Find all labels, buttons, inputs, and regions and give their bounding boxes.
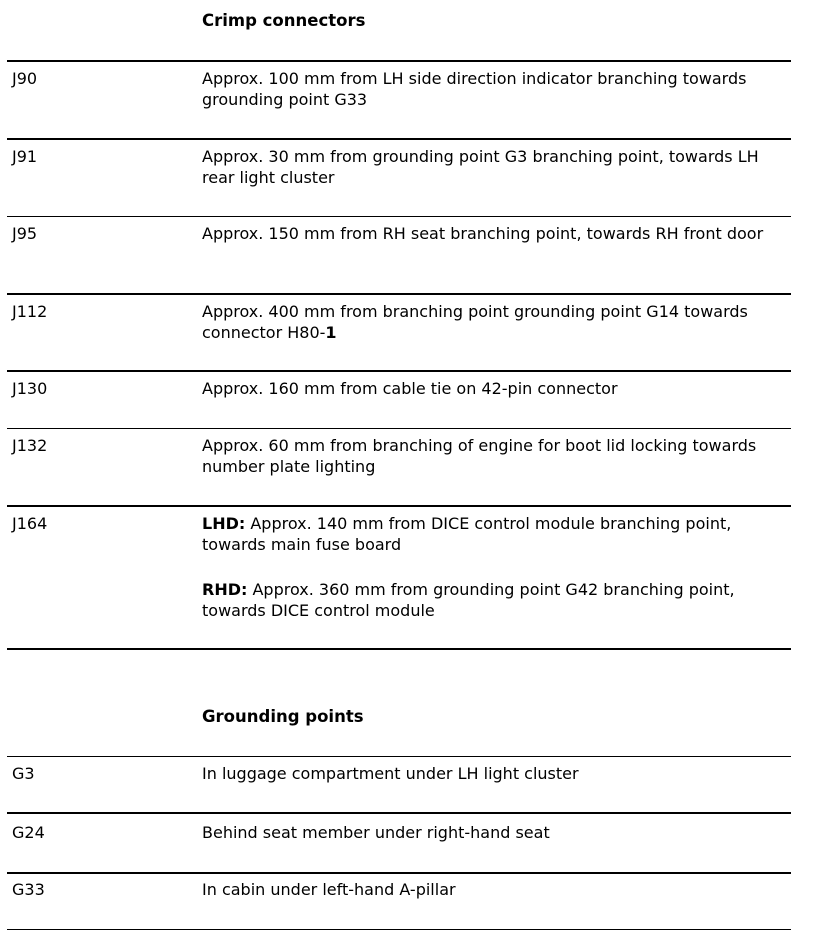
crimp-connectors-heading: Crimp connectors: [202, 11, 366, 30]
table-rule: [7, 872, 791, 874]
connector-code: J91: [12, 147, 38, 166]
rhd-paragraph: [202, 579, 792, 621]
location-text-bold: 1: [325, 323, 337, 342]
table-rule: [7, 60, 791, 62]
connector-code: J112: [12, 302, 48, 321]
table-rule: [7, 138, 791, 140]
lhd-text: Approx. 140 mm from DICE control module branching point, towards main fuse board: [202, 514, 732, 554]
table-rule: [7, 505, 791, 507]
connector-code: J132: [12, 436, 48, 455]
table-rule: [7, 756, 791, 757]
rhd-label: RHD:: [202, 580, 248, 599]
connector-location: [202, 513, 792, 621]
connector-location: Approx. 100 mm from LH side direction indicator branching towards grounding point G33: [202, 69, 747, 109]
connector-code: J95: [12, 224, 38, 243]
grounding-code: G33: [12, 880, 45, 899]
location-text: Approx. 400 mm from branching point grounding point G14 towards connector H80-: [202, 302, 748, 342]
grounding-points-heading: Grounding points: [202, 707, 364, 726]
lhd-label: LHD:: [202, 514, 246, 533]
connector-code: J90: [12, 69, 38, 88]
grounding-code: G24: [12, 823, 45, 842]
connector-location: Approx. 160 mm from cable tie on 42-pin connector: [202, 379, 618, 398]
connector-location: Approx. 30 mm from grounding point G3 branching point, towards LH rear light cluster: [202, 147, 759, 187]
lhd-paragraph: [202, 513, 792, 555]
table-rule: [7, 428, 791, 429]
rhd-text: Approx. 360 mm from grounding point G42 branching point, towards DICE control module: [202, 580, 735, 620]
connector-code: J130: [12, 379, 48, 398]
connector-code: J164: [12, 514, 48, 533]
table-rule: [7, 370, 791, 372]
table-rule: [7, 293, 791, 295]
connector-location: Approx. 60 mm from branching of engine for boot lid locking towards number plate lighting: [202, 436, 757, 476]
grounding-location: In cabin under left-hand A-pillar: [202, 880, 456, 899]
table-rule: [7, 812, 791, 814]
grounding-location: Behind seat member under right-hand seat: [202, 823, 550, 842]
grounding-code: G3: [12, 764, 35, 783]
table-rule: [7, 648, 791, 650]
table-rule: [7, 929, 791, 930]
table-rule: [7, 216, 791, 217]
connector-location: Approx. 150 mm from RH seat branching point, towards RH front door: [202, 224, 764, 243]
grounding-location: In luggage compartment under LH light cluster: [202, 764, 579, 783]
connector-location: [202, 301, 792, 343]
